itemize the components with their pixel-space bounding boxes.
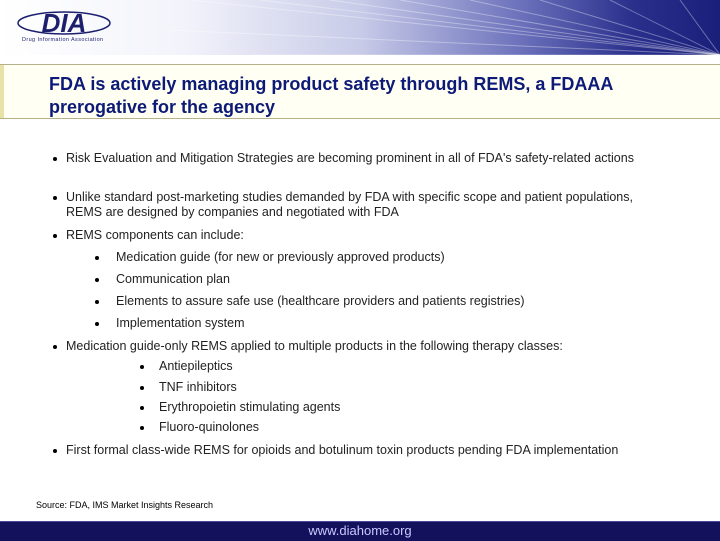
- therapy-class-item: TNF inhibitors: [159, 380, 237, 394]
- rems-component-item: Communication plan: [116, 272, 230, 286]
- bullet-dot: [53, 196, 57, 200]
- footer-bar: [0, 521, 720, 541]
- logo-wordmark: DIA: [41, 8, 87, 38]
- sub-bullet-dot: [95, 256, 99, 260]
- sub-bullet-dot: [140, 365, 144, 369]
- bullet-dot: [53, 345, 57, 349]
- source-note: Source: FDA, IMS Market Insights Research: [36, 500, 214, 510]
- bullet-item: Risk Evaluation and Mitigation Strategies are becoming prominent in all of FDA's safety-related actions: [66, 151, 634, 165]
- sub-bullet-dot: [95, 300, 99, 304]
- footer-website-link[interactable]: www.diahome.org: [308, 523, 412, 538]
- sub-bullet-dot: [140, 386, 144, 390]
- bullet-dot: [53, 449, 57, 453]
- logo-subtitle: Drug Information Association: [22, 37, 104, 43]
- bullet-item: Medication guide-only REMS applied to multiple products in the following therapy classes:: [66, 339, 563, 353]
- rems-component-item: Medication guide (for new or previously approved products): [116, 250, 445, 264]
- rems-component-item: Elements to assure safe use (healthcare providers and patients registries): [116, 294, 525, 308]
- bullet-dot: [53, 234, 57, 238]
- slide-title: FDA is actively managing product safety through REMS, a FDAAA prerogative for the agency: [49, 74, 613, 117]
- bullet-dot: [53, 157, 57, 161]
- bullet-item: Unlike standard post-marketing studies demanded by FDA with specific scope and patient populations, REMS are designed by companies and negotiated with FDA: [66, 190, 633, 219]
- therapy-class-item: Erythropoietin stimulating agents: [159, 400, 341, 414]
- bullet-item: REMS components can include:: [66, 228, 244, 242]
- rems-component-item: Implementation system: [116, 316, 245, 330]
- sub-bullet-dot: [95, 278, 99, 282]
- therapy-class-item: Fluoro-quinolones: [159, 420, 260, 434]
- sub-bullet-dot: [140, 426, 144, 430]
- sub-bullet-dot: [140, 406, 144, 410]
- bullet-item: First formal class-wide REMS for opioids and botulinum toxin products pending FDA implementation: [66, 443, 619, 457]
- therapy-class-item: Antiepileptics: [159, 359, 233, 373]
- sub-bullet-dot: [95, 322, 99, 326]
